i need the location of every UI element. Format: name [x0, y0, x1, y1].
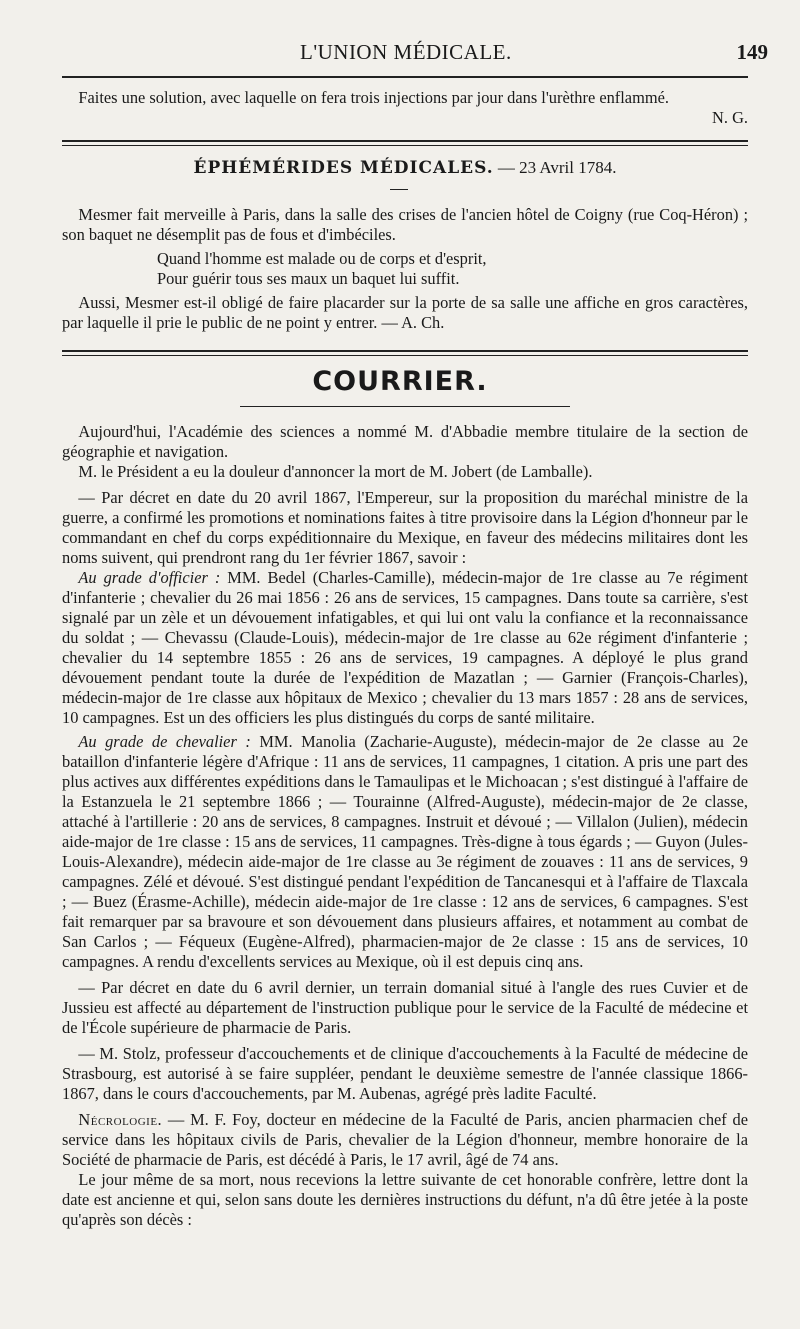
- necrologie-text: — M. F. Foy, docteur en médecine de la Faculté de Paris, ancien pharmacien chef de service dans les hôpitaux civils de Paris, chevalier de la Légion d'honneur, membre honoraire de la Société de pharmacie de Paris, est décédé à Paris, le 17 avril, âgé de 74 ans.: [62, 1110, 748, 1169]
- ephemerides-body: [62, 205, 748, 333]
- officier-section: [62, 568, 748, 728]
- ephemerides-para-2: Aussi, Mesmer est-il obligé de faire placarder sur la porte de sa salle une affiche en gros caractères, par laquelle il prie le public de ne point y entrer. — A. Ch.: [62, 293, 748, 332]
- necrologie-label: Nécrologie.: [78, 1110, 163, 1129]
- courrier-para-stolz: — M. Stolz, professeur d'accouchements et de clinique d'accouchements à la Faculté de médecine de Strasbourg, est autorisé à se faire suppléer, pendant le deuxième semestre de l'année classique 1866-1867, dans le cours d'accouchements, par M. Aubenas, agrégé près ladite Faculté.: [62, 1044, 748, 1103]
- ephemerides-date: — 23 Avril 1784.: [497, 158, 617, 177]
- chevalier-text: MM. Manolia (Zacharie-Auguste), médecin-major de 2e classe au 2e bataillon d'infanterie légère d'Afrique : 11 ans de services, 11 campagnes, 1 citation. A pris une part des plus actives aux différentes expéditions dans le Tamaulipas et le Michoacan ; s'est distingué à l'affaire de la Estanzuela le 21 septembre 1866 ; — Tourainne (Alfred-Auguste), médecin-major de 2e classe, attaché à l'artillerie : 20 ans de services, 8 campagnes. Instruit et dévoué ; — Villalon (Julien), médecin aide-major de 1re classe : 15 ans de services, 11 campagnes. Très-digne à tous égards ; — Guyon (Jules-Louis-Alexandre), médecin aide-major de 1re classe au 3e régiment de zouaves : 11 ans de services, 9 campagnes. Zélé et dévoué. S'est distingué pendant l'expédition de Tancanesqui et à l'affaire de Tlaxcala ; — Buez (Érasme-Achille), médecin aide-major de 1re classe : 12 ans de services, 6 campagnes. S'est fait remarquer par sa bravoure et son dévouement dans plusieurs affaires, et notamment au combat de San Carlos ; — Féqueux (Eugène-Alfred), pharmacien-major de 2e classe : 15 ans de services, 10 campagnes. A rendu d'excellents services au Mexique, où il est depuis cinq ans.: [62, 732, 748, 971]
- running-header: [0, 36, 800, 76]
- divider-double-bottom: [62, 145, 748, 146]
- courrier-para-terrain: — Par décret en date du 6 avril dernier, un terrain domanial situé à l'angle des rues Cuvier et de Jussieu est affecté au département de l'instruction publique pour le service de la Faculté de médecine et de l'École supérieure de pharmacie de Paris.: [62, 978, 748, 1037]
- journal-title: L'UNION MÉDICALE.: [300, 40, 512, 64]
- divider-courrier-top: [62, 350, 748, 352]
- intro-section: [62, 88, 748, 128]
- divider-double-top: [62, 140, 748, 142]
- courrier-title: COURRIER.: [312, 366, 488, 397]
- courrier-para-1: Aujourd'hui, l'Académie des sciences a nommé M. d'Abbadie membre titulaire de la section de géographie et navigation.: [62, 422, 748, 461]
- ephemerides-para-1: Mesmer fait merveille à Paris, dans la salle des crises de l'ancien hôtel de Coigny (rue Coq-Héron) ; son baquet ne désemplit pas de fous et d'imbéciles.: [62, 205, 748, 244]
- header-rule: [62, 76, 748, 78]
- verse-line-1: Quand l'homme est malade ou de corps et d'esprit,: [157, 249, 487, 268]
- chevalier-section: [62, 732, 748, 972]
- courrier-underline: [240, 406, 570, 407]
- intro-text: Faites une solution, avec laquelle on fera trois injections par jour dans l'urèthre enflammé.: [78, 88, 669, 107]
- courrier-para-2: M. le Président a eu la douleur d'annoncer la mort de M. Jobert (de Lamballe).: [78, 462, 593, 481]
- page-number: 149: [736, 40, 768, 64]
- short-dash-rule: [390, 189, 408, 190]
- necrologie-section: [62, 1110, 748, 1170]
- officier-text: MM. Bedel (Charles-Camille), médecin-major de 1re classe au 7e régiment d'infanterie ; chevalier du 26 mai 1856 : 26 ans de services, 15 campagnes. Dans toute sa carrière, s'est signalé par un zèle et un dévouement infatigables, et qui lui ont valu la confiance et la reconnaissance du soldat ; — Chevassu (Claude-Louis), médecin-major de 1re classe au 62e régiment d'infanterie ; chevalier du 14 septembre 1855 : 26 ans de services, 19 campagnes. A déployé le plus grand dévouement pendant toute la durée de l'expédition de Mazatlan ; — Garnier (François-Charles), médecin-major de 1re classe aux hôpitaux de Mexico ; chevalier du 13 mars 1857 : 28 ans de services, 10 campagnes. Est un des officiers les plus distingués du corps de santé militaire.: [62, 568, 748, 727]
- courrier-para-decree: — Par décret en date du 20 avril 1867, l'Empereur, sur la proposition du maréchal ministre de la guerre, a confirmé les promotions et nominations faites à titre provisoire dans la Légion d'honneur par le commandant en chef du corps expéditionnaire du Mexique, en faveur des médecins militaires dont les noms suivent, qui prendront rang du 1er février 1867, savoir :: [62, 488, 748, 567]
- officier-label: Au grade d'officier :: [78, 568, 221, 587]
- courrier-body: [62, 422, 748, 1230]
- chevalier-label: Au grade de chevalier :: [78, 732, 251, 751]
- courrier-para-letter: Le jour même de sa mort, nous recevions la lettre suivante de cet honorable confrère, lettre dont la date est ancienne et qui, selon sans doute les dernières instructions du défunt, n'a dû être jetée à la poste qu'après son décès :: [62, 1170, 748, 1229]
- divider-courrier-bottom: [62, 355, 748, 356]
- intro-signature: N. G.: [712, 108, 748, 127]
- verse-line-2: Pour guérir tous ses maux un baquet lui suffit.: [157, 269, 460, 288]
- ephemerides-heading: [62, 158, 748, 178]
- ephemerides-title: ÉPHÉMÉRIDES MÉDICALES.: [193, 158, 494, 178]
